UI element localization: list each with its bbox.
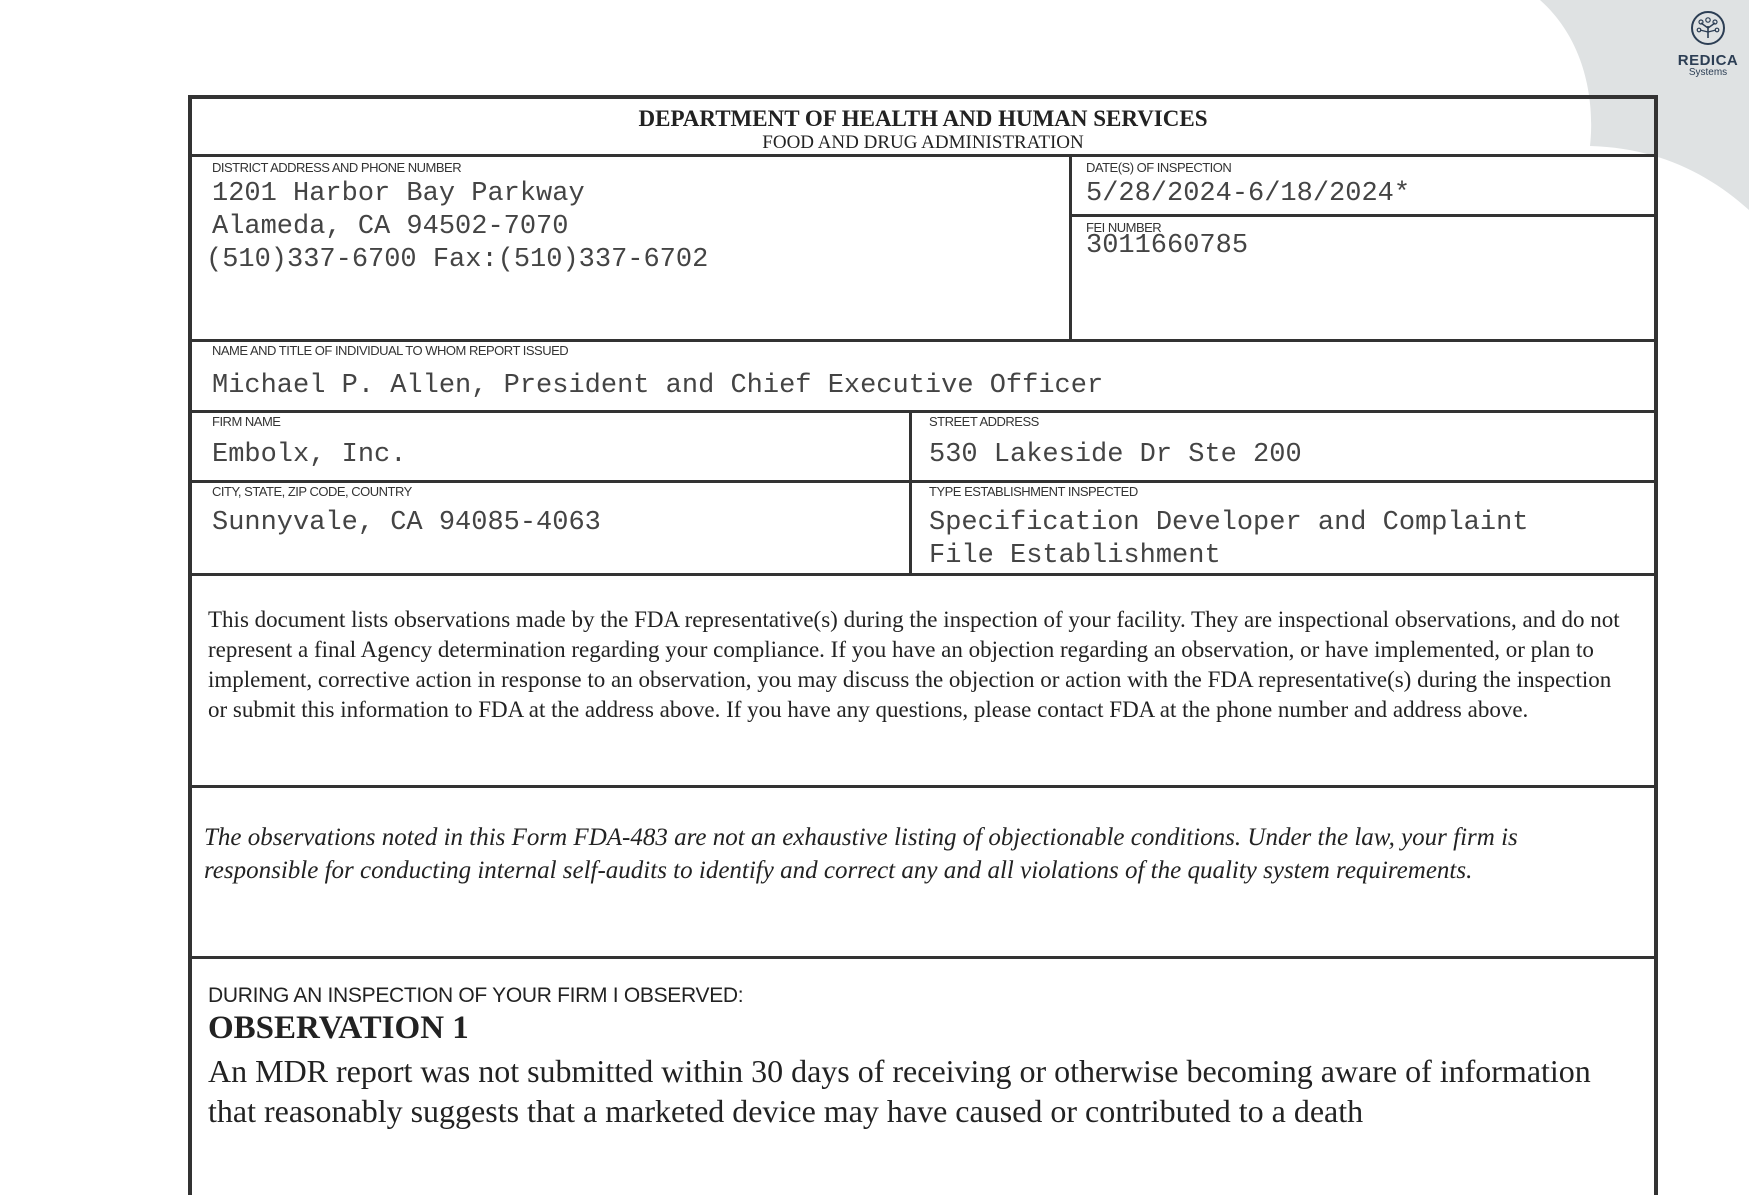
fei-number: 3011660785 (1086, 231, 1249, 261)
redica-logo[interactable] (1666, 10, 1749, 78)
inspection-dates-label: DATE(S) OF INSPECTION (1086, 160, 1232, 175)
redica-brand-name: REDICA (1677, 52, 1739, 69)
district-phone: (510)337-6700 Fax:(510)337-6702 (206, 245, 709, 275)
fei-label: FEI NUMBER (1086, 220, 1162, 235)
establishment-type-label: TYPE ESTABLISHMENT INSPECTED (929, 484, 1138, 499)
observations-intro: DURING AN INSPECTION OF YOUR FIRM I OBSERVED: (208, 984, 744, 1007)
divider (192, 480, 1654, 483)
fda-483-form (188, 95, 1658, 1195)
notice-paragraph: This document lists observations made by the FDA representative(s) during the inspection of your facility. They are inspectional observations, and do not represent a final Agency determination regarding your compliance. If you have an objection regarding an observation, or have implemented, or plan to implement, corrective action in response to an observation, you may discuss the objection or action with the FDA representative(s) during the inspection or submit this information to FDA at the address above. If you have any questions, please contact FDA at the phone number and address above. (208, 607, 1620, 722)
district-address-line2: Alameda, CA 94502-7070 (212, 212, 569, 242)
firm-name: Embolx, Inc. (212, 440, 407, 470)
agency-heading: FOOD AND DRUG ADMINISTRATION (762, 132, 1084, 153)
street-address-label: STREET ADDRESS (929, 414, 1039, 429)
divider (192, 154, 1654, 157)
divider (909, 410, 912, 573)
divider (1069, 214, 1654, 217)
establishment-type-line2: File Establishment (929, 541, 1221, 571)
divider (192, 410, 1654, 413)
observation-title: OBSERVATION 1 (208, 1010, 469, 1046)
divider (192, 339, 1654, 342)
disclaimer-paragraph: The observations noted in this Form FDA-483 are not an exhaustive listing of objectionable conditions. Under the law, your firm is responsible for conducting internal self-audits to identify and correct any and all violations of the quality system requirements. (204, 824, 1518, 884)
divider (1069, 154, 1072, 339)
individual-label: NAME AND TITLE OF INDIVIDUAL TO WHOM REPORT ISSUED (212, 343, 569, 358)
district-label: DISTRICT ADDRESS AND PHONE NUMBER (212, 160, 462, 175)
city-label: CITY, STATE, ZIP CODE, COUNTRY (212, 484, 412, 499)
individual-name-title: Michael P. Allen, President and Chief Executive Officer (212, 371, 1104, 401)
department-heading: DEPARTMENT OF HEALTH AND HUMAN SERVICES (638, 106, 1208, 131)
inspection-dates-value: 5/28/2024-6/18/2024* (1086, 179, 1411, 209)
redica-tree-icon (1690, 10, 1726, 46)
city-state-zip: Sunnyvale, CA 94085-4063 (212, 508, 601, 538)
divider (192, 573, 1654, 576)
district-address-line1: 1201 Harbor Bay Parkway (212, 179, 585, 209)
divider (192, 956, 1654, 959)
observation-text: An MDR report was not submitted within 30 days of receiving or otherwise becoming aware of information that reasonably suggests that a marketed device may have caused or contributed to a death (208, 1053, 1591, 1129)
street-address: 530 Lakeside Dr Ste 200 (929, 440, 1302, 470)
firm-name-label: FIRM NAME (212, 414, 281, 429)
establishment-type-line1: Specification Developer and Complaint (929, 508, 1529, 538)
redica-brand-sub: Systems (1688, 67, 1728, 78)
divider (192, 785, 1654, 788)
